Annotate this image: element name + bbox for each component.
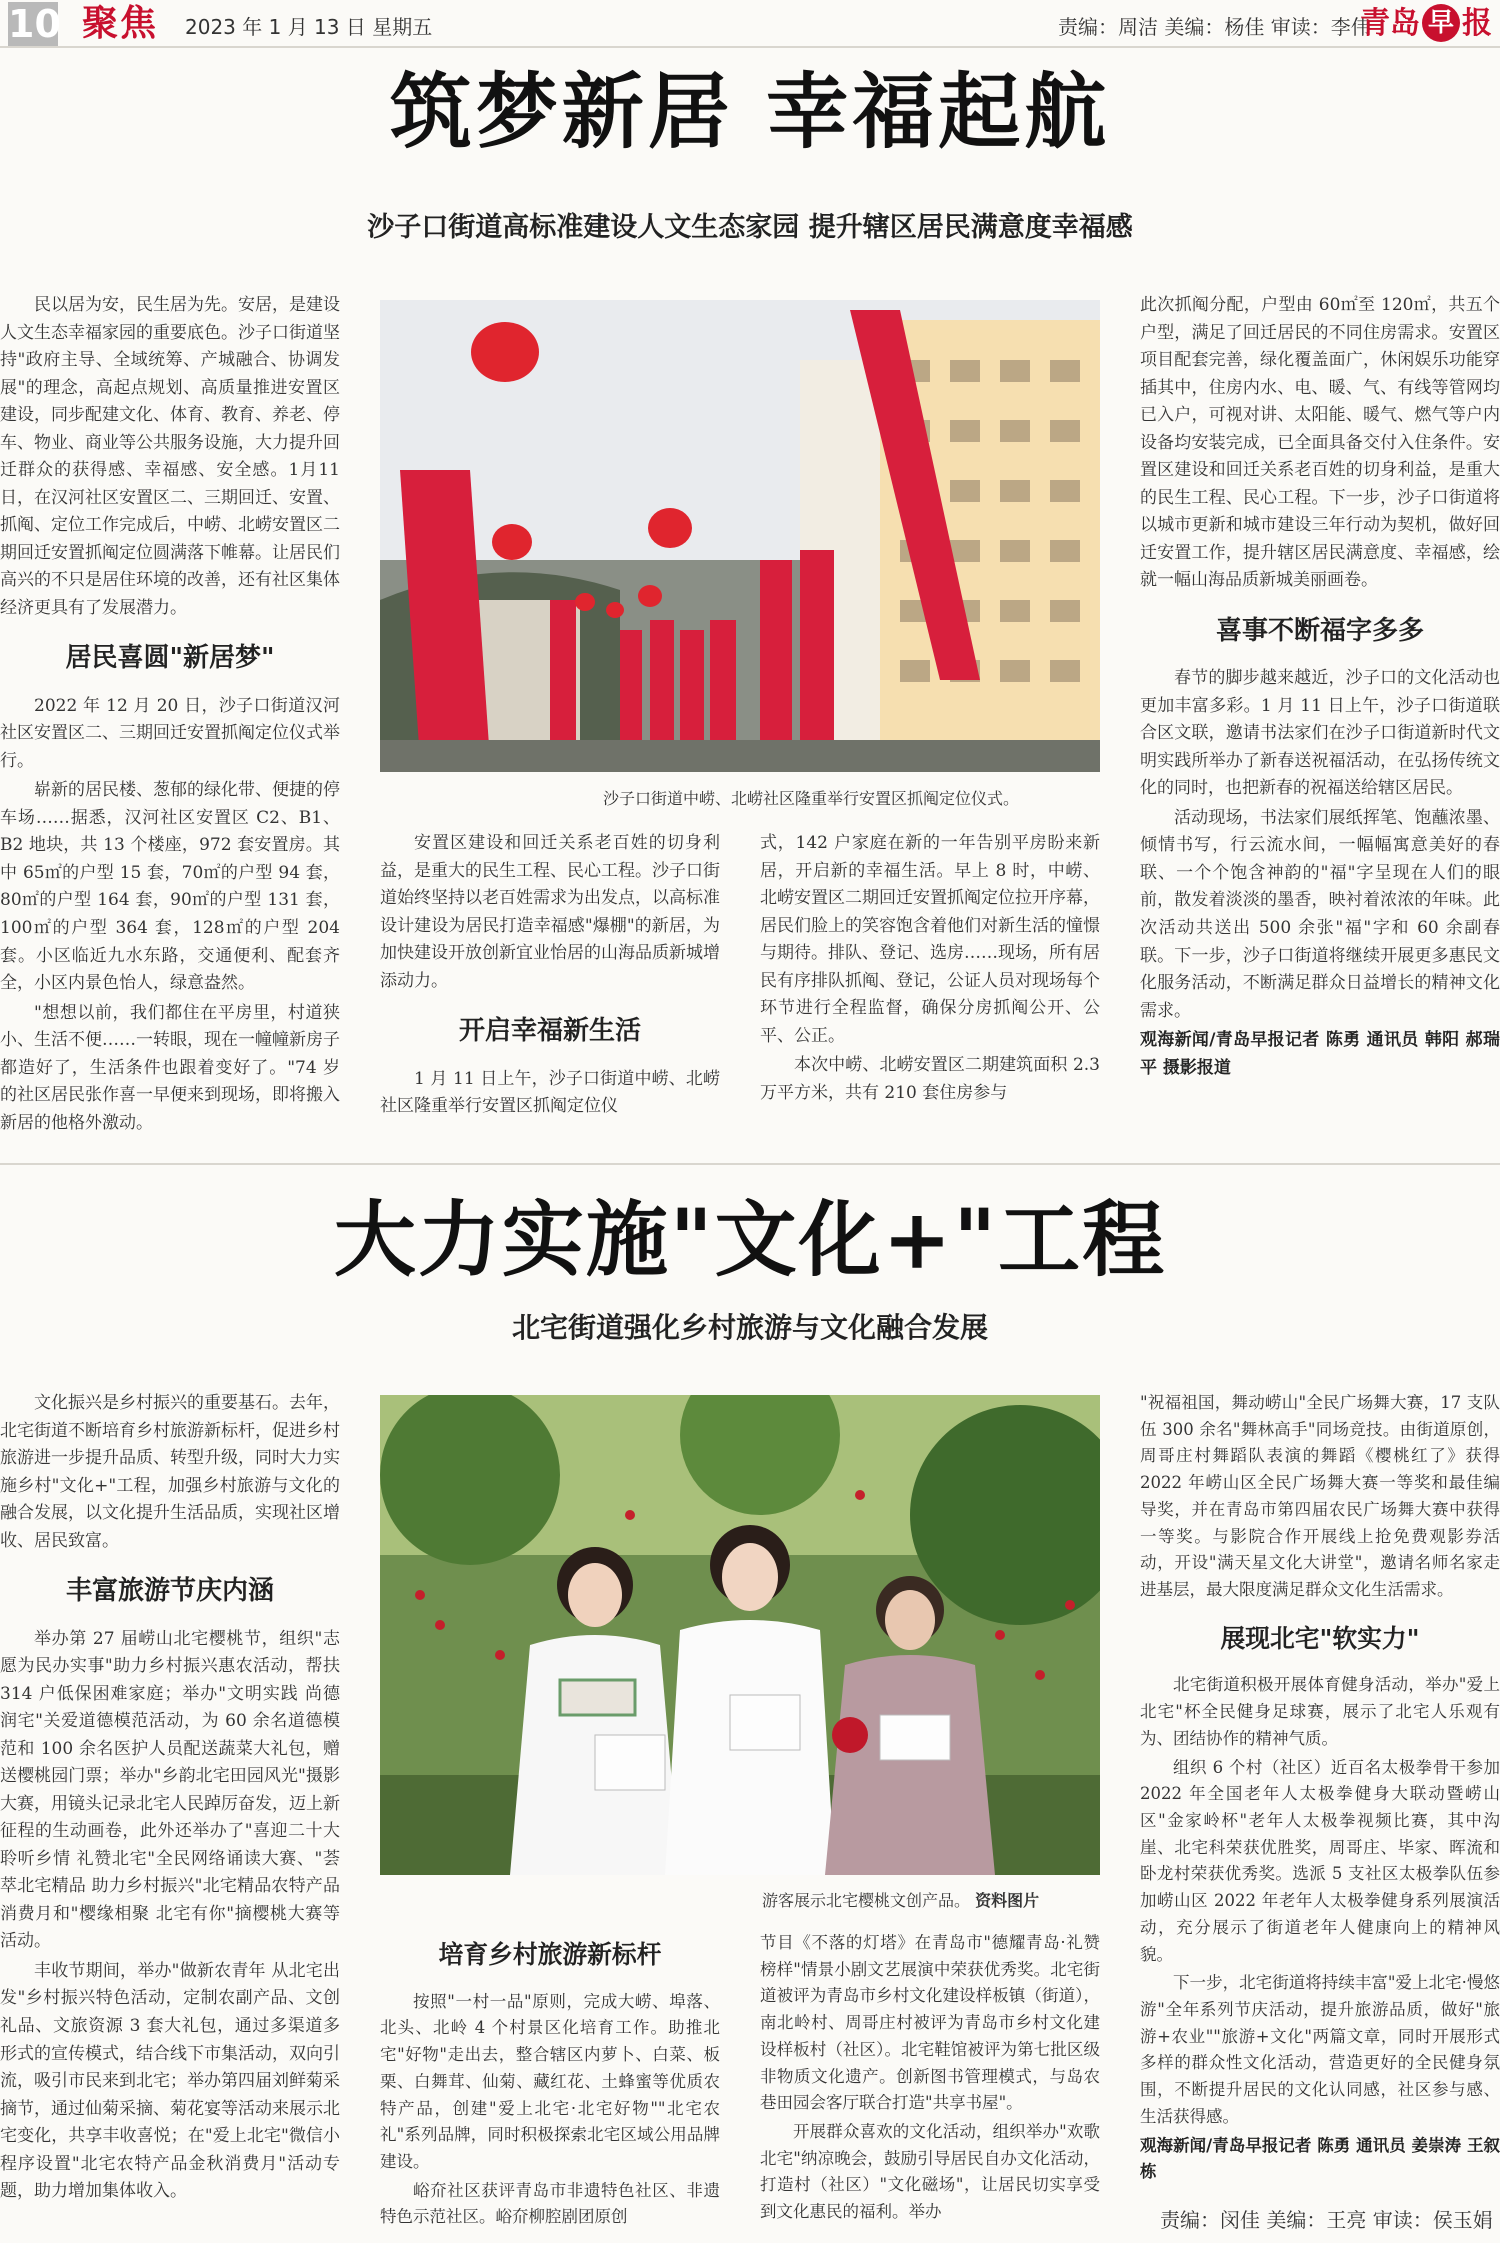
paragraph: 民以居为安，民生居为先。安居，是建设人文生态幸福家园的重要底色。沙子口街道坚持"政府主导、全域统筹、产城融合、协调发展"的理念，高起点规划、高质量推进安置区建设，同步配建文化、体育、教育、养老、停车、物业、商业等公共服务设施，大力提升回迁群众的获得感、幸福感、安全感。1月11日，在汉河社区安置区二、三期回迁、安置、抓阄、定位工作完成后，中崂、北崂安置区二期回迁安置抓阄定位圆满落下帷幕。让居民们高兴的不只是居住环境的改善，还有社区集体经济更具有了发展潜力。: [0, 295, 340, 618]
paragraph: 崭新的居民楼、葱郁的绿化带、便捷的停车场……据悉，汉河社区安置区 C2、B1、B2 地块，共 13 个楼座，972 套安置房。其中 65㎡的户型 15 套，70㎡的户型 94 套，80㎡的户型 164 套，90㎡的户型 131 套，100㎡的户型 364 套，128㎡的户型 204 套。小区临近九水东路，交通便利、配套齐全，小区内景色怡人，绿意盎然。: [0, 780, 340, 994]
brand-text-right: 报: [1462, 6, 1492, 41]
paragraph: "祝福祖国，舞动崂山"全民广场舞大赛，17 支队伍 300 余名"舞林高手"同场竞技。由街道原创，周哥庄村舞蹈队表演的舞蹈《樱桃红了》获得 2022 年崂山区全民广场舞大赛一等奖和最佳编导奖，并在青岛市第四届农民广场舞大赛中获得一等奖。与影院合作开展线上抢免费观影券活动，开设"满天星文化大讲堂"，邀请名师名家走进基层，最大限度满足群众文化生活需求。: [1140, 1393, 1500, 1600]
article1-column-1: [0, 292, 340, 1139]
subheading: 培育乡村旅游新标杆: [438, 1940, 662, 1969]
subheading: 居民喜圆"新居梦": [65, 643, 275, 674]
article1-column-4: [1140, 292, 1500, 1084]
paragraph: 此次抓阄分配，户型由 60㎡至 120㎡，共五个户型，满足了回迁居民的不同住房需求。安置区项目配套完善，绿化覆盖面广，休闲娱乐功能穿插其中，住房内水、电、暖、气、有线等管网均已入户，可视对讲、太阳能、暖气、燃气等户内设备均安装完成，已全面具备交付入住条件。安置区建设和回迁关系老百姓的切身利益，是重大的民生工程、民心工程。下一步，沙子口街道将以城市更新和城市建设三年行动为契机，做好回迁安置工作，提升辖区居民满意度、幸福感，绘就一幅山海品质新城美丽画卷。: [1140, 295, 1500, 591]
editor-credits: 责编：周洁 美编：杨佳 审读：李伟: [1058, 15, 1371, 39]
paragraph: 开展群众喜欢的文化活动，组织举办"欢歌北宅"纳凉晚会，鼓励引导居民自办文化活动，打造村（社区）"文化磁场"，让居民切实享受到文化惠民的福利。举办: [760, 2122, 1100, 2222]
article1-column-2: [380, 830, 720, 1123]
article2-column-3: [760, 1930, 1100, 2228]
article1-photo-caption: 沙子口街道中崂、北崂社区隆重举行安置区抓阄定位仪式。: [603, 789, 1020, 808]
paragraph: 春节的脚步越来越近，沙子口的文化活动也更加丰富多彩。1 月 11 日上午，沙子口街道联合区文联，邀请书法家们在沙子口街道新时代文明实践所举办了新春送祝福活动，在弘扬传统文化的同时，也把新春的祝福送给辖区居民。: [1140, 668, 1500, 799]
paragraph: 节目《不落的灯塔》在青岛市"德耀青岛·礼赞榜样"情景小剧文艺展演中荣获优秀奖。北宅街道被评为青岛市乡村文化建设样板镇（街道），南北岭村、周哥庄村被评为青岛市乡村文化建设样板村（社区）。北宅鞋馆被评为第七批区级非物质文化遗产。创新图书管理模式，与岛农巷田园会客厅联合打造"共享书屋"。: [760, 1933, 1100, 2113]
article1-photo: [380, 300, 1100, 772]
brand-logo-mark: 早: [1422, 4, 1460, 42]
article2-column-4: [1140, 1390, 1500, 2188]
article2-column-2: [380, 1920, 720, 2233]
article1-column-3: [760, 830, 1100, 1109]
caption-text: 游客展示北宅樱桃文创产品。: [762, 1891, 971, 1910]
newspaper-brand: [1360, 4, 1492, 44]
paragraph: 1 月 11 日上午，沙子口街道中崂、北崂社区隆重举行安置区抓阄定位仪: [380, 1068, 720, 1117]
section-name: 聚焦: [82, 3, 159, 44]
paragraph: 文化振兴是乡村振兴的重要基石。去年，北宅街道不断培育乡村旅游新标杆，促进乡村旅游进一步提升品质、转型升级，同时大力实施乡村"文化+"工程，加强乡村旅游与文化的融合发展，以文化提升生活品质，实现社区增收、居民致富。: [0, 1393, 340, 1551]
article2-photo-caption: [762, 1890, 1039, 1912]
tourists-photo: [380, 1395, 1100, 1875]
article-divider: [0, 1163, 1500, 1165]
article1-subtitle: 沙子口街道高标准建设人文生态家园 提升辖区居民满意度幸福感: [367, 212, 1133, 243]
paragraph: 活动现场，书法家们展纸挥笔、饱蘸浓墨、倾情书写，行云流水间，一幅幅寓意美好的春联、一个个饱含神韵的"福"字呈现在人们的眼前，散发着淡淡的墨香，映衬着浓浓的年味。此次活动共送出 500 余张"福"字和 60 余副春联。下一步，沙子口街道将继续开展更多惠民文化服务活动，不断满足群众日益增长的精神文化需求。: [1140, 807, 1500, 1021]
byline: 观海新闻/青岛早报记者 陈勇 通讯员 姜崇涛 王叙栋: [1140, 2135, 1500, 2182]
paragraph: 峪夼社区获评青岛市非遗特色社区、非遗特色示范社区。峪夼柳腔剧团原创: [380, 2180, 720, 2227]
paragraph: 本次中崂、北崂安置区二期建筑面积 2.3 万平方米，共有 210 套住房参与: [760, 1055, 1100, 1103]
article2-photo: [380, 1395, 1100, 1875]
subheading: 喜事不断福字多多: [1215, 615, 1424, 646]
brand-text-left: 青岛: [1360, 6, 1420, 41]
article2-column-1: [0, 1390, 340, 2208]
subheading: 展现北宅"软实力": [1220, 1623, 1420, 1653]
page-header: [0, 0, 1500, 48]
photo-credit: 资料图片: [975, 1891, 1040, 1910]
paragraph: 组织 6 个村（社区）近百名太极拳骨干参加 2022 年全国老年人太极拳健身大联动暨崂山区"金家岭杯"老年人太极拳视频比赛，其中沟崖、北宅科荣获优胜奖，周哥庄、毕家、晖流和卧龙村荣获优秀奖。选派 5 支社区太极拳队伍参加崂山区 2022 年老年人太极拳健身系列展演活动，充分展示了街道老年人健康向上的精神风貌。: [1140, 1757, 1500, 1964]
subheading: 开启幸福新生活: [458, 1016, 641, 1047]
paragraph: 丰收节期间，举办"做新农青年 从北宅出发"乡村振兴特色活动，定制农副产品、文创礼品、文旅资源 3 套大礼包，通过多渠道多形式的宣传模式，结合线下市集活动，双向引流，吸引市民来到北宅；举办第四届刘鲜菊采摘节，通过仙菊采摘、菊花宴等活动来展示北宅变化，共享丰收喜悦；在"爱上北宅"微信小程序设置"北宅农特产品金秋消费月"活动专题，助力增加集体收入。: [0, 1960, 340, 2202]
byline: 观海新闻/青岛早报记者 陈勇 通讯员 韩阳 郝瑞平 摄影报道: [1140, 1030, 1500, 1078]
page-number: 10: [8, 2, 61, 46]
issue-date: 2023 年 1 月 13 日 星期五: [185, 15, 433, 39]
paragraph: "想想以前，我们都住在平房里，村道狭小、生活不便……一转眼，现在一幢幢新房子都造好了，生活条件也跟着变好了。"74 岁的社区居民张作喜一早便来到现场，即将搬入新居的他格外激动。: [0, 1002, 340, 1133]
article2-title: 大力实施"文化+"工程: [333, 1192, 1167, 1288]
paragraph: 安置区建设和回迁关系老百姓的切身利益，是重大的民生工程、民心工程。沙子口街道始终坚持以老百姓需求为出发点，以高标准设计建设为居民打造幸福感"爆棚"的新居，为加快建设开放创新宜业怡居的山海品质新城增添动力。: [380, 833, 720, 991]
paragraph: 下一步，北宅街道将持续丰富"爱上北宅·慢悠游"全年系列节庆活动，提升旅游品质，做好"旅游+农业""旅游+文化"两篇文章，同时开展形式多样的群众性文化活动，营造更好的全民健身氛围，不断提升居民的文化认同感，社区参与感、生活获得感。: [1140, 1973, 1500, 2126]
ceremony-photo: [380, 300, 1100, 772]
paragraph: 2022 年 12 月 20 日，沙子口街道汉河社区安置区二、三期回迁安置抓阄定位仪式举行。: [0, 695, 340, 771]
article1-title: 筑梦新居 幸福起航: [389, 64, 1111, 160]
article2-subtitle: 北宅街道强化乡村旅游与文化融合发展: [511, 1311, 988, 1344]
paragraph: 举办第 27 届崂山北宅樱桃节，组织"志愿为民办实事"助力乡村振兴惠农活动，帮扶 314 户低保困难家庭；举办"文明实践 尚德润宅"关爱道德模范活动，为 60 余名道德模范和 100 余名医护人员配送蔬菜大礼包，赠送樱桃园门票；举办"乡韵北宅田园风光"摄影大赛，用镜头记录北宅人民踔厉奋发，迈上新征程的生动画卷，此外还举办了"喜迎二十大聆听乡情 礼赞北宅"全民网络诵读大赛、"荟萃北宅精品 助力乡村振兴"北宅精品农特产品消费月和"樱缘相聚 北宅有你"摘樱桃大赛等活动。: [0, 1628, 340, 1952]
subheading: 丰富旅游节庆内涵: [65, 1576, 274, 1607]
footer-credits: 责编：闵佳 美编：王亮 审读：侯玉娟: [1160, 2208, 1493, 2232]
paragraph: 式，142 户家庭在新的一年告别平房盼来新居，开启新的幸福生活。早上 8 时，中崂、北崂安置区二期回迁安置抓阄定位拉开序幕，居民们脸上的笑容饱含着他们对新生活的憧憬与期待。排队、登记、选房……现场，所有居民有序排队抓阄、登记，公证人员对现场每个环节进行全程监督，确保分房抓阄公开、公平、公正。: [760, 833, 1100, 1046]
paragraph: 北宅街道积极开展体育健身活动，举办"爱上北宅"杯全民健身足球赛，展示了北宅人乐观有为、团结协作的精神气质。: [1140, 1675, 1500, 1748]
paragraph: 按照"一村一品"原则，完成大崂、埠落、北头、北岭 4 个村景区化培育工作。助推北宅"好物"走出去，整合辖区内萝卜、白菜、板栗、白舞茸、仙菊、藏红花、土蜂蜜等优质农特产品，创建"爱上北宅·北宅好物""北宅农礼"系列品牌，同时积极探索北宅区域公用品牌建设。: [380, 1991, 720, 2171]
